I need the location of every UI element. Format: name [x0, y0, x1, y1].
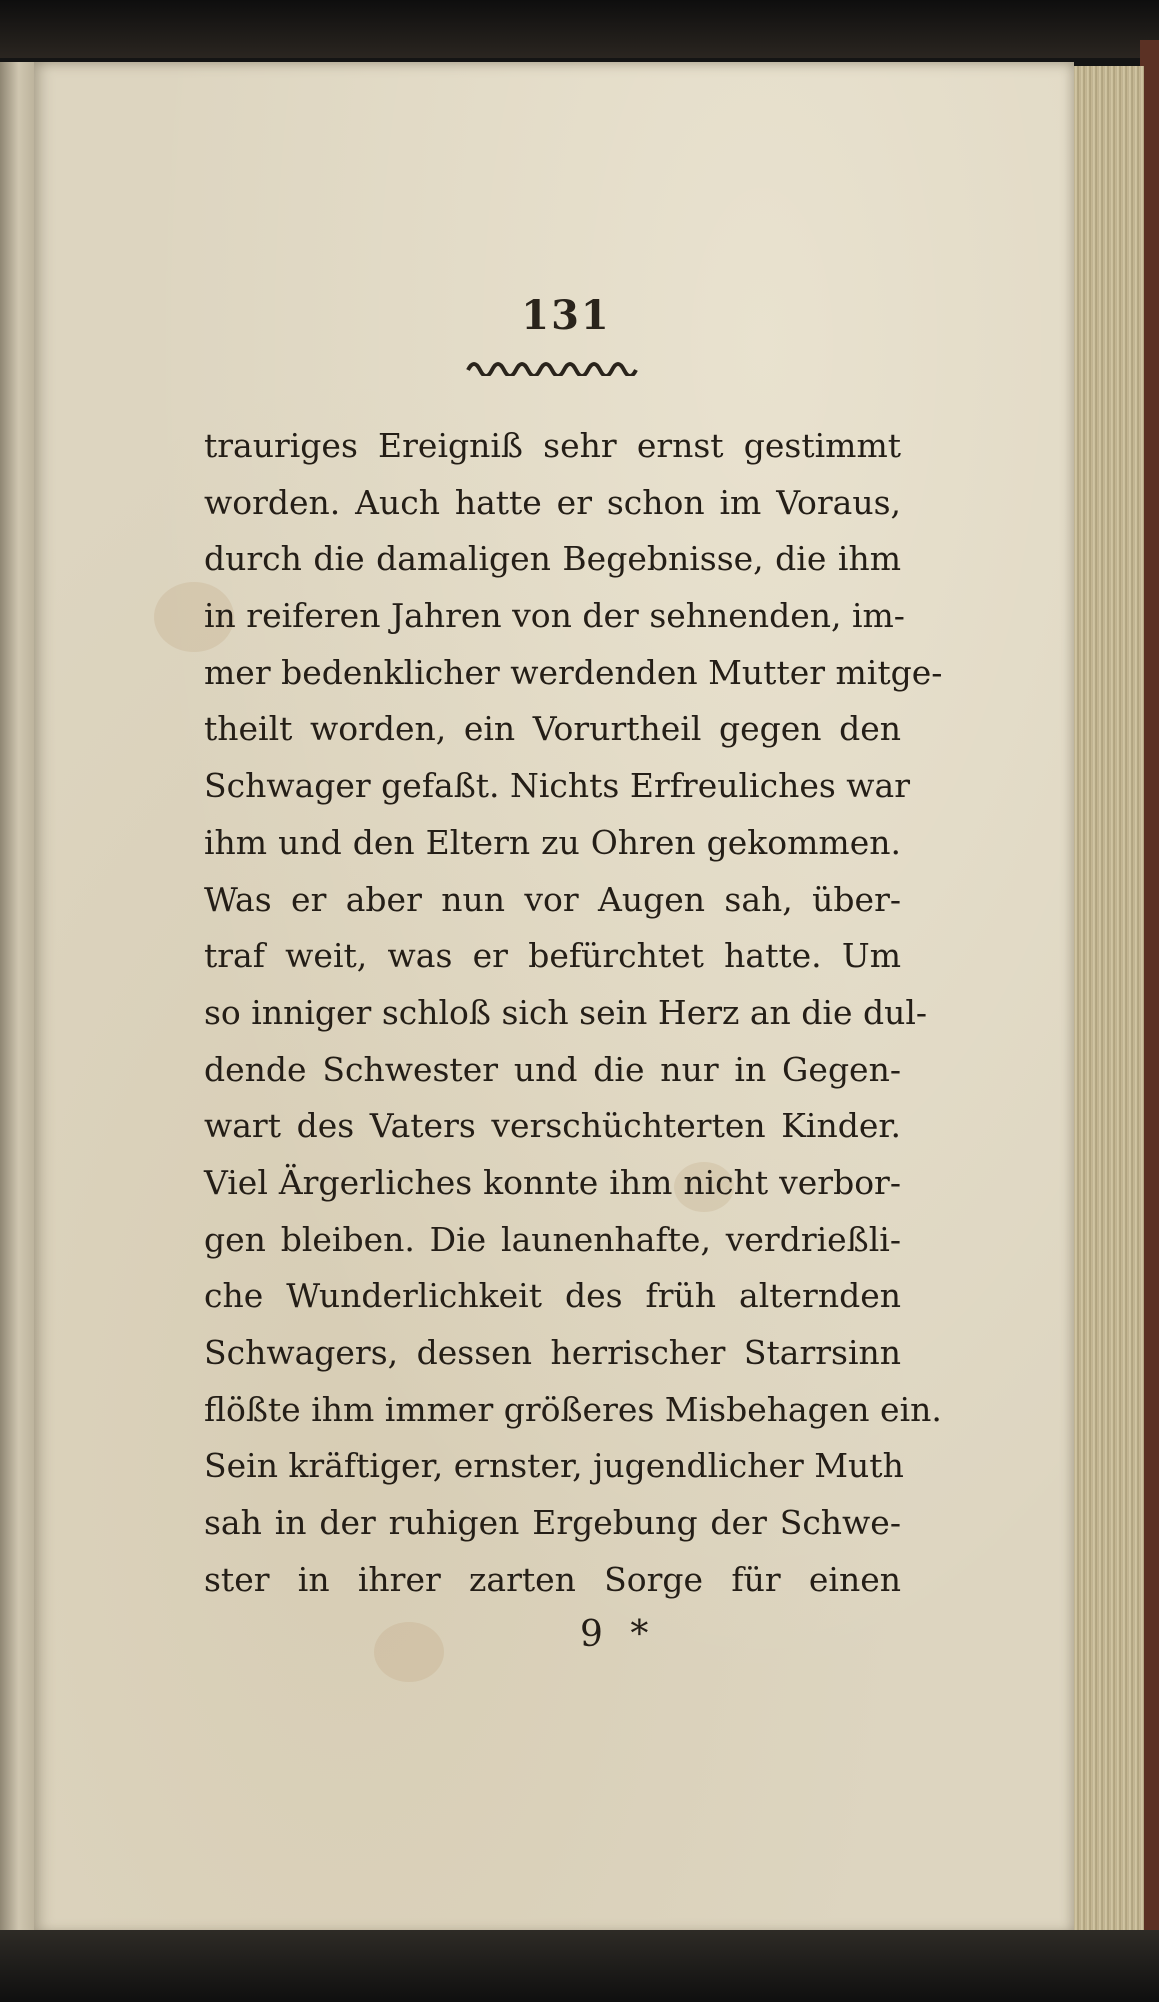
text-line: che Wunderlichkeit des früh alternden [204, 1276, 901, 1316]
book-cover-top-edge [0, 0, 1159, 58]
text-line: in reiferen Jahren von der sehnenden, im- [204, 596, 905, 636]
paper-stain [374, 1622, 444, 1682]
text-line: Schwager gefaßt. Nichts Erfreuliches war [204, 766, 910, 806]
text-line: Sein kräftiger, ernster, jugendlicher Muth [204, 1446, 904, 1486]
text-line: worden. Auch hatte er schon im Voraus, [204, 482, 901, 522]
text-line: gen bleiben. Die launenhafte, verdrießli- [204, 1219, 901, 1259]
text-line: Viel Ärgerliches konnte ihm nicht verbor- [204, 1162, 901, 1202]
page-number: 131 [521, 292, 611, 339]
text-line: sah in der ruhigen Ergebung der Schwe- [204, 1503, 901, 1543]
facing-page-edge [0, 62, 36, 1942]
text-line: Was er aber nun vor Augen sah, über- [204, 879, 901, 919]
text-line: Schwagers, dessen herrischer Starrsinn [204, 1333, 901, 1372]
page-block-edges [1072, 66, 1144, 1942]
text-line: ster in ihrer zarten Sorge für einen [204, 1559, 901, 1599]
text-line: so inniger schloß sich sein Herz an die dul- [204, 992, 928, 1032]
page-body-text [204, 418, 943, 1608]
signature-mark: 9 * [580, 1614, 657, 1655]
text-line: durch die damaligen Begebnisse, die ihm [204, 539, 901, 579]
text-line: theilt worden, ein Vorurtheil gegen den [204, 709, 901, 749]
text-line: flößte ihm immer größeres Misbehagen ein. [204, 1389, 942, 1429]
wavy-rule-ornament [466, 356, 642, 376]
text-line: mer bedenklicher werdenden Mutter mitge- [204, 652, 943, 692]
text-line: wart des Vaters verschüchterten Kinder. [204, 1106, 901, 1146]
text-line: ihm und den Eltern zu Ohren gekommen. [204, 822, 901, 862]
book-cover-bottom-edge [0, 1930, 1159, 2002]
text-line: dende Schwester und die nur in Gegen- [204, 1049, 901, 1089]
text-line: trauriges Ereigniß sehr ernst gestimmt [204, 426, 901, 465]
text-line: traf weit, was er befürchtet hatte. Um [204, 936, 901, 976]
